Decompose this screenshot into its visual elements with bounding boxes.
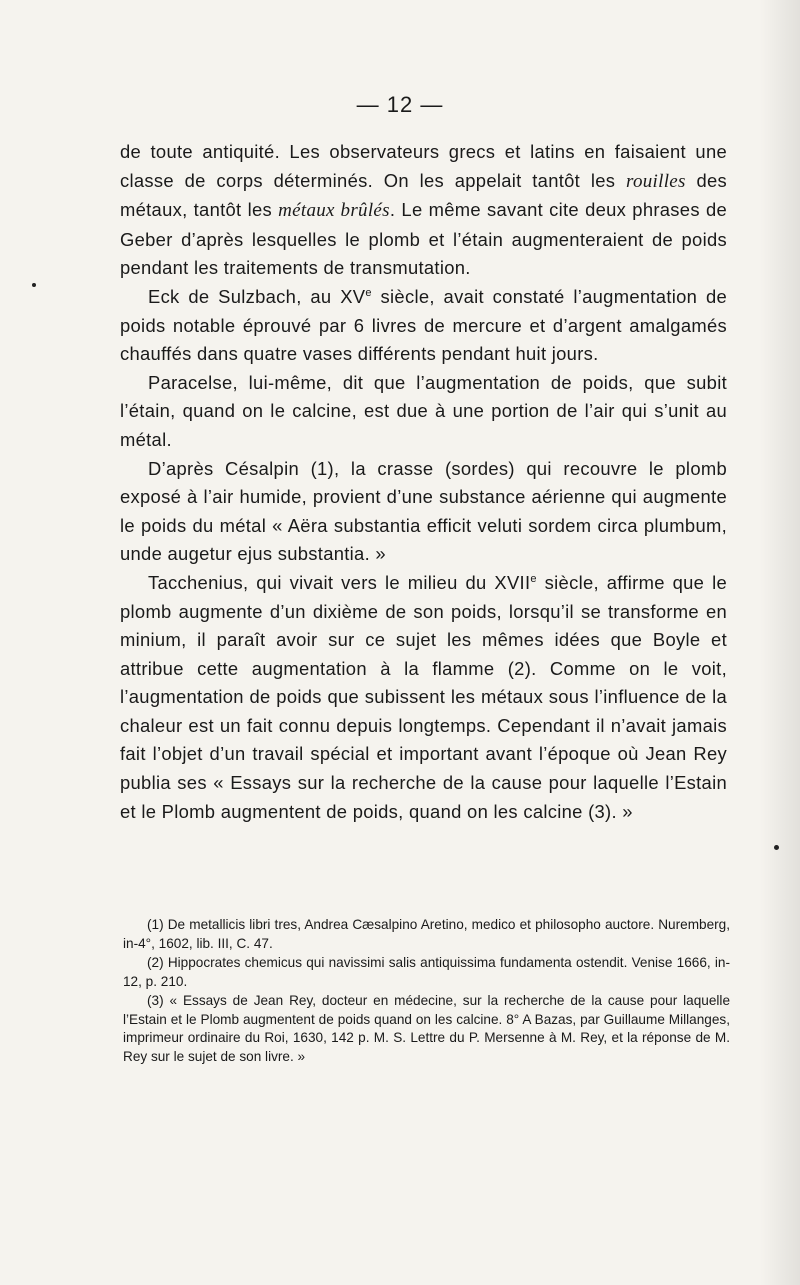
footnote-3: (3) « Essays de Jean Rey, docteur en médecine, sur la recherche de la cause pour laquelle l’Estain et le Plomb augmentent de poids quand on les calcine. 8° A Bazas, par Guillaume Millanges, imprimeur ordinaire du Roi, 1630, 142 p. M. S. Lettre du P. Mersenne à M. Rey, et la réponse de M. Rey sur le sujet de son livre. » [123,992,730,1065]
italic-text: métaux brûlés [278,200,390,222]
paragraph-text: siècle, affirme que le plomb augmente d’un dixième de son poids, lorsqu’il se transforme en minium, il paraît avoir sur ce sujet les mêmes idées que Boyle et attribue cette augmentation à la flamme (2). Comme on le voit, l’augmentation de poids que subissent les métaux sous l’influence de la chaleur est un fait connu depuis longtemps. Cependant il n’avait jamais fait l’objet d’un travail spécial et important avant l’époque où Jean Rey publia ses « Essays sur la recherche de la cause pour laquelle l’Estain et le Plomb augmentent de poids, quand on les calcine (3). » [120,571,727,822]
ink-speck [774,845,779,850]
paragraph-text: siècle, avait constaté l’augmentation de poids notable éprouvé par 6 livres de mercure et d’argent amalgamés chauffés dans quatre vases différents pendant huit jours. [120,285,728,365]
ink-speck [32,283,36,287]
paragraph-text: Tacchenius, qui vivait vers le milieu du XVII [148,571,531,593]
main-text [120,138,727,826]
paragraph [120,369,727,455]
paragraph-text: Eck de Sulzbach, au XV [148,285,366,307]
footnotes [123,916,730,1067]
page-number: — 12 — [356,92,444,117]
paragraph-text: des métaux, tantôt les [120,169,727,221]
italic-text: rouilles [625,170,686,192]
superscript-text: e [530,572,537,585]
footnote-2: (2) Hippocrates chemicus qui navissimi salis antiquissima fundamenta ostendit. Venise 1666, in-12, p. 210. [123,954,730,989]
page-edge-shadow [760,0,800,1285]
footnote-1: (1) De metallicis libri tres, Andrea Cæsalpino Aretino, medico et philosopho auctore. Nuremberg, in-4°, 1602, lib. III, C. 47. [123,917,730,951]
paragraph-text: Paracelse, lui-même, dit que l’augmentation de poids, que subit l’étain, quand on le calcine, est due à une portion de l’air qui s’unit au métal. [120,371,727,450]
paragraph-text: de toute antiquité. Les observateurs grecs et latins en faisaient une classe de corps déterminés. On les appelait tantôt les [120,141,727,191]
paragraph [120,455,727,569]
superscript-text: e [365,286,372,299]
paragraph [120,283,727,369]
paragraph-text: D’après Césalpin (1), la crasse (sordes) qui recouvre le plomb exposé à l’air humide, provient d’une substance aérienne qui augmente le poids du métal « Aëra substantia efficit veluti sordem circa plumbum, unde augetur ejus substantia. » [120,457,727,565]
paragraph [120,138,727,283]
paragraph-text: . Le même savant cite deux phrases de Geber d’après lesquelles le plomb et l’étain augmenteraient de poids pendant les traitements de transmutation. [120,199,727,279]
paragraph [120,569,727,826]
